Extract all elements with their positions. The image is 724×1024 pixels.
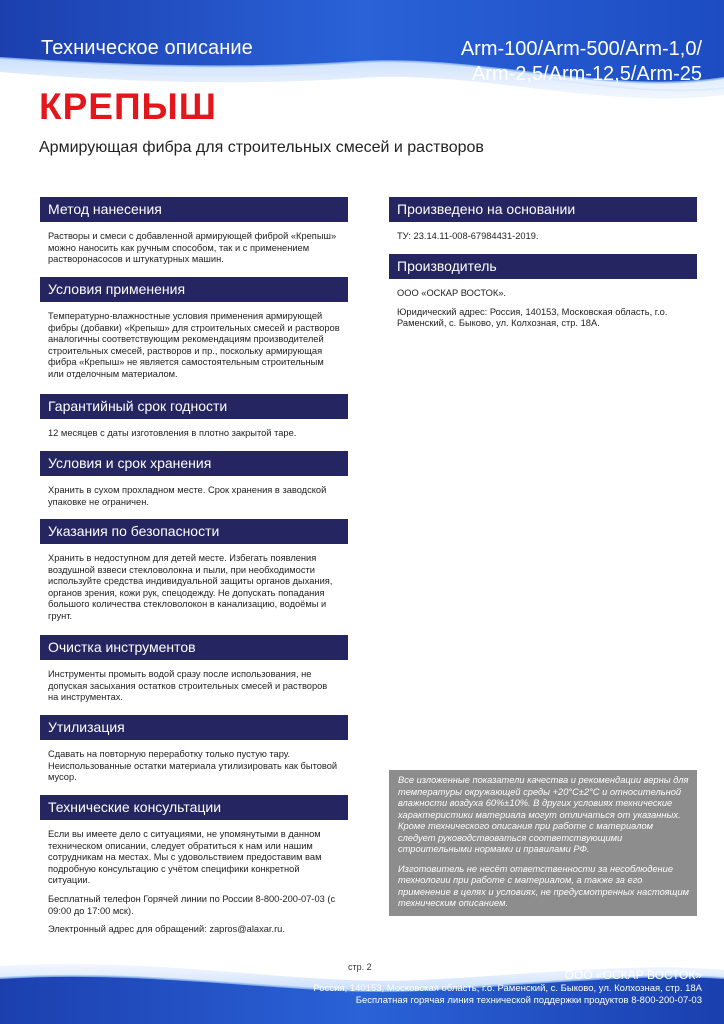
disclaimer-paragraph: Изготовитель не несёт ответственности за несоблюдение технологии при работе с материалом, а также за его применение в целях и условиях, не предусмотренных настоящим техническим описанием.	[398, 863, 689, 908]
section-paragraph: Если вы имеете дело с ситуациями, не упомянутыми в данном техническом описании, следует обратиться к нам или нашим сотрудникам на местах. Мы с удовольствием предоставим вам подробную консультацию с учётом специфики конкретной ситуации.	[48, 829, 322, 886]
footer-company: ООО «ОСКАР ВОСТОК»	[564, 968, 702, 982]
brand-logo-text: КРЕПЫШ	[39, 86, 217, 127]
section-application-method	[40, 197, 348, 277]
section-text	[40, 660, 348, 704]
disclaimer-box	[389, 770, 697, 916]
section-paragraph: Хранить в сухом прохладном месте. Срок хранения в заводской упаковке не ограничен.	[48, 485, 327, 507]
section-title: Метод нанесения	[40, 197, 348, 222]
document-type-title: Техническое описание	[41, 37, 253, 59]
section-title: Утилизация	[40, 715, 348, 740]
disclaimer-paragraph: Все изложенные показатели качества и рекомендации верны для температуры окружающей среды +20°C±2°C и относительной влажности воздуха 60%±10%. В других условиях технические характеристики материала могут отличаться от указанных. Кроме технического описания при работе с материалом следует руководствоваться соответствующими строительными нормами и правилами РФ.	[398, 775, 689, 854]
section-storage	[40, 451, 348, 519]
product-models-line-2: Arm-2,5/Arm-12,5/Arm-25	[471, 63, 702, 85]
section-title: Условия и срок хранения	[40, 451, 348, 476]
section-text	[389, 222, 697, 243]
section-text	[389, 279, 697, 330]
section-produced-basis	[389, 197, 697, 254]
section-paragraph: Температурно-влажностные условия применения армирующей фибры (добавки) «Крепыш» для строительных смесей и растворов аналогичны соответствующим рекомендациям производителей строительных смесей, растворов и пр., поскольку армирующая фибра «Крепыш» не является самостоятельным строительным или отделочным материалом.	[48, 311, 340, 379]
section-title: Очистка инструментов	[40, 635, 348, 660]
right-column	[389, 197, 697, 337]
product-models	[461, 37, 702, 87]
section-text	[40, 544, 348, 623]
section-paragraph: Хранить в недоступном для детей месте. Избегать появления воздушной взвеси стекловолокна и пыли, при необходимости используйте средства индивидуальной защиты органов дыхания, органов зрения, кожи рук, спецодежду. Не допускать попадания большого количества стекловолокон в канализацию, водоёмы и грунт.	[48, 553, 333, 621]
section-title: Произведено на основании	[389, 197, 697, 222]
section-text	[40, 302, 348, 381]
section-title: Указания по безопасности	[40, 519, 348, 544]
section-shelf-life	[40, 394, 348, 451]
section-title: Производитель	[389, 254, 697, 279]
manufacturer-address: Юридический адрес: Россия, 140153, Московская область, г.о. Раменский, с. Быково, ул. Колхозная, стр. 18А.	[397, 306, 668, 329]
section-disposal	[40, 715, 348, 795]
left-column	[40, 197, 348, 943]
section-text	[40, 476, 348, 508]
contact-email: Электронный адрес для обращений: zapros@alaxar.ru.	[48, 924, 285, 935]
footer-hotline: Бесплатная горячая линия технической поддержки продуктов 8-800-200-07-03	[355, 995, 702, 1006]
section-paragraph: Инструменты промыть водой сразу после использования, не допуская засыхания остатков строительных смесей и растворов на инструментах.	[48, 669, 328, 703]
hotline-phone: Бесплатный телефон Горячей линии по России 8-800-200-07-03 (с 09:00 до 17:00 мск).	[48, 893, 336, 916]
section-paragraph: Сдавать на повторную переработку только пустую тару. Неиспользованные остатки материала утилизировать как бытовой мусор.	[48, 749, 338, 783]
section-technical-consultations	[40, 795, 348, 936]
section-text	[40, 419, 348, 440]
section-text	[40, 740, 348, 784]
page-subtitle: Армирующая фибра для строительных смесей и растворов	[39, 139, 484, 156]
page-number: стр. 2	[348, 962, 372, 972]
section-text	[40, 820, 348, 936]
section-usage-conditions	[40, 277, 348, 394]
section-tool-cleaning	[40, 635, 348, 715]
footer-info	[313, 968, 702, 1007]
section-paragraph: Растворы и смеси с добавленной армирующей фиброй «Крепыш» можно наносить как ручным способом, так и с применением растворонасосов и штукатурных машин.	[48, 231, 337, 265]
manufacturer-name: ООО «ОСКАР ВОСТОК».	[397, 288, 506, 298]
section-paragraph: ТУ: 23.14.11-008-67984431-2019.	[397, 231, 539, 241]
footer-address: Россия, 140153, Московская область, г.о. Раменский, с. Быково, ул. Колхозная, стр. 18А	[313, 983, 702, 994]
section-safety	[40, 519, 348, 635]
product-models-line-1: Arm-100/Arm-500/Arm-1,0/	[460, 38, 702, 60]
section-title: Условия применения	[40, 277, 348, 302]
section-title: Гарантийный срок годности	[40, 394, 348, 419]
section-text	[40, 222, 348, 266]
section-paragraph: 12 месяцев с даты изготовления в плотно закрытой таре.	[48, 428, 297, 438]
section-title: Технические консультации	[40, 795, 348, 820]
section-manufacturer	[389, 254, 697, 330]
